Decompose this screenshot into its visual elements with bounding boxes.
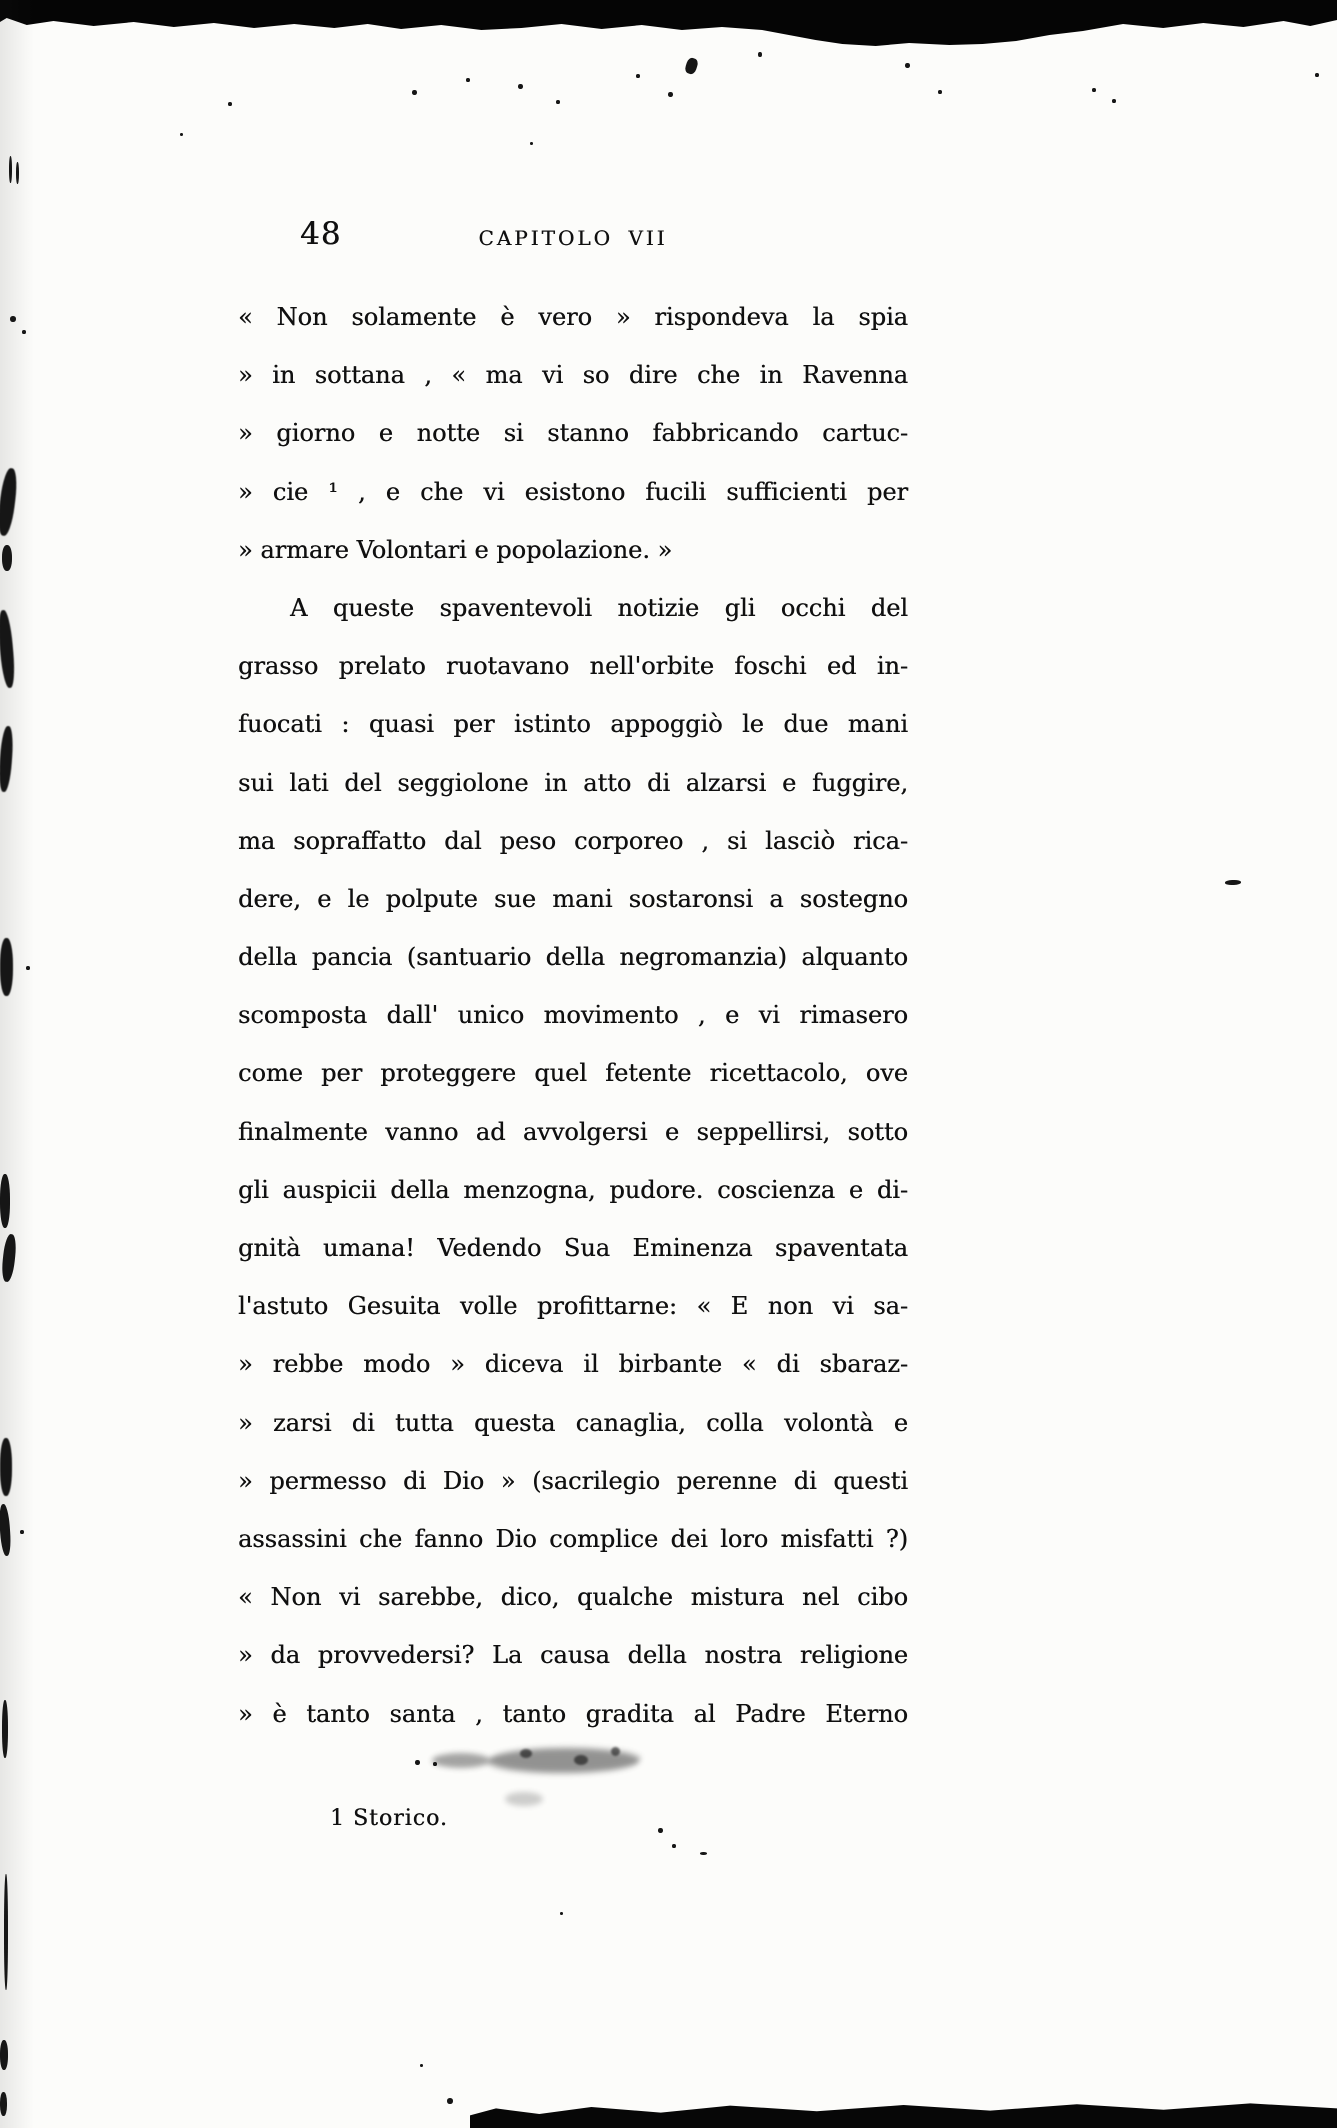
running-header: CAPITOLO VII <box>478 226 668 250</box>
body-line: » è tanto santa , tanto gradita al Padre Eterno <box>238 1699 908 1728</box>
body-line: assassini che fanno Dio complice dei loro misfatti ?) <box>238 1524 908 1553</box>
body-line: » permesso di Dio » (sacrilegio perenne di questi <box>238 1466 908 1495</box>
body-line: » da provvedersi? La causa della nostra religione <box>238 1641 908 1670</box>
body-line: della pancia (santuario della negromanzia) alquanto <box>238 943 908 972</box>
body-line: gli auspicii della menzogna, pudore. coscienza e di- <box>238 1175 908 1204</box>
body-line: » giorno e notte si stanno fabbricando cartuc- <box>238 419 908 448</box>
body-line: ma sopraffatto dal peso corporeo , si lasciò rica- <box>238 826 908 855</box>
body-line: » armare Volontari e popolazione. » <box>238 535 673 564</box>
body-line: » in sottana , « ma vi so dire che in Ravenna <box>238 361 908 390</box>
body-line: dere, e le polpute sue mani sostaronsi a sostegno <box>238 884 908 913</box>
body-line: « Non vi sarebbe, dico, qualche mistura nel cibo <box>238 1583 908 1612</box>
page-number: 48 <box>300 216 342 252</box>
body-line: gnità umana! Vedendo Sua Eminenza spaventata <box>238 1234 908 1262</box>
scan-edge-bottom <box>470 2100 1337 2128</box>
text-column <box>238 288 908 1743</box>
body-line: » rebbe modo » diceva il birbante « di sbaraz- <box>238 1350 908 1379</box>
body-line: A queste spaventevoli notizie gli occhi del <box>290 593 908 622</box>
body-line: scomposta dall' unico movimento , e vi rimasero <box>238 1001 908 1030</box>
body-line: « Non solamente è vero » rispondeva la spia <box>238 303 908 331</box>
body-line: l'astuto Gesuita volle profittarne: « E non vi sa- <box>238 1292 908 1321</box>
body-line: » zarsi di tutta questa canaglia, colla volontà e <box>238 1408 908 1437</box>
body-line: finalmente vanno ad avvolgersi e seppellirsi, sotto <box>238 1117 908 1146</box>
binding-gutter-shadow <box>0 0 34 2128</box>
footnote: 1 Storico. <box>330 1806 448 1831</box>
body-line: come per proteggere quel fetente ricettacolo, ove <box>238 1059 908 1088</box>
body-line: » cie ¹ , e che vi esistono fucili sufficienti per <box>238 477 908 506</box>
body-line: sui lati del seggiolone in atto di alzarsi e fuggire, <box>238 768 908 797</box>
body-line: fuocati : quasi per istinto appoggiò le due mani <box>238 710 908 739</box>
scan-edge-top <box>0 0 1337 50</box>
body-line: grasso prelato ruotavano nell'orbite foschi ed in- <box>238 652 908 681</box>
